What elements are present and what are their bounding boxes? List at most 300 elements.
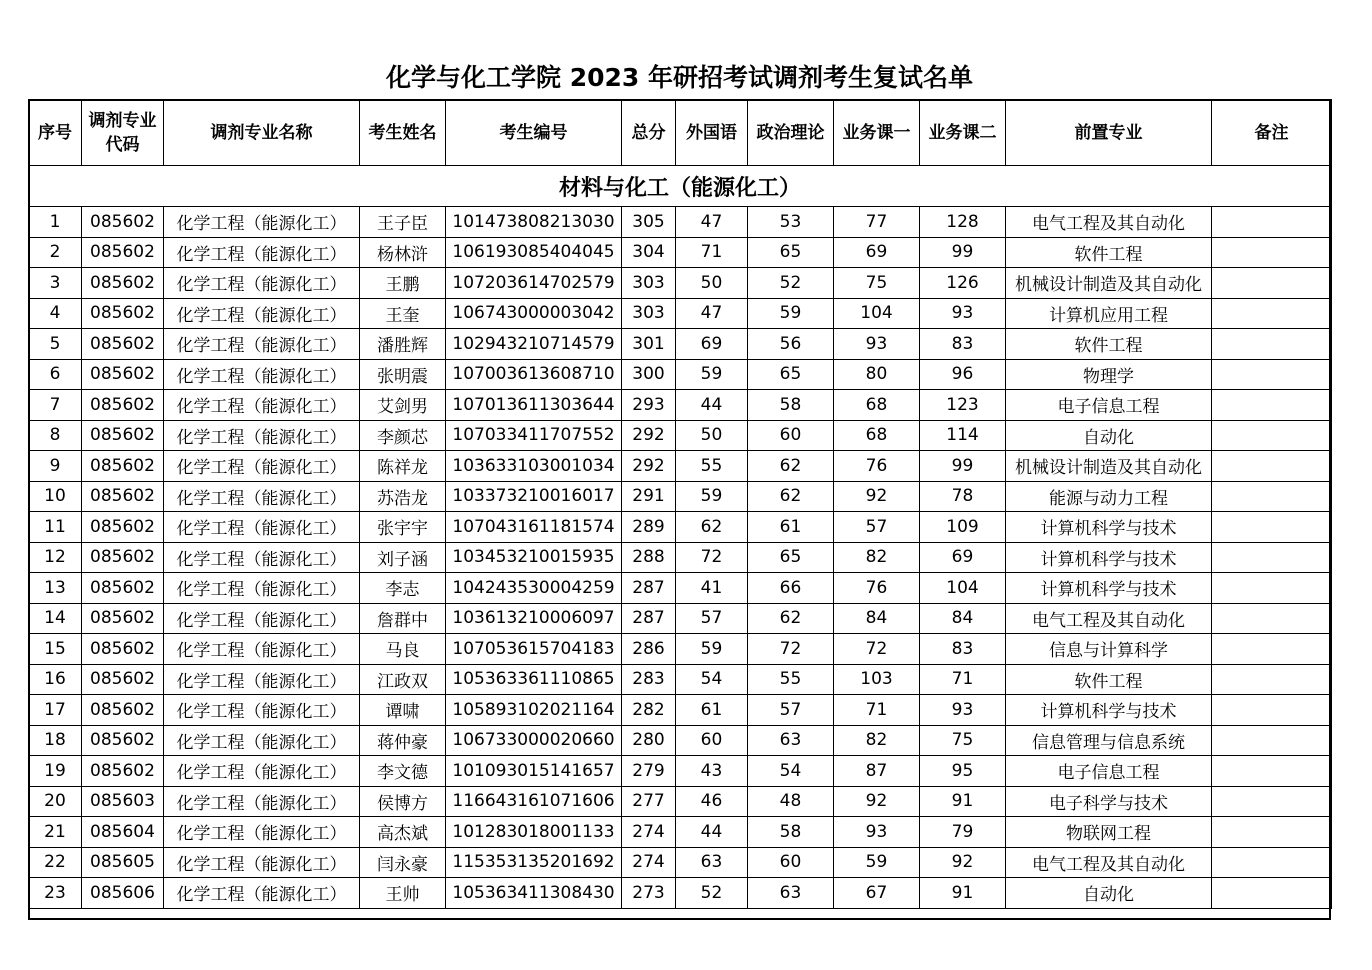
cell-politics: 54 — [748, 756, 834, 787]
cell-remarks — [1212, 512, 1332, 543]
cell-major-code: 085602 — [82, 481, 164, 512]
cell-student-id: 116643161071606 — [446, 786, 622, 817]
cell-course-one: 82 — [834, 542, 920, 573]
cell-total: 274 — [622, 847, 676, 878]
cell-prior-major: 电气工程及其自动化 — [1006, 847, 1212, 878]
cell-total: 274 — [622, 817, 676, 848]
cell-course-two: 99 — [920, 237, 1006, 268]
cell-student-id: 106193085404045 — [446, 237, 622, 268]
section-title: 材料与化工（能源化工） — [29, 166, 1332, 207]
cell-remarks — [1212, 847, 1332, 878]
cell-course-one: 84 — [834, 603, 920, 634]
cell-remarks — [1212, 207, 1332, 238]
cell-course-one: 57 — [834, 512, 920, 543]
cell-politics: 65 — [748, 542, 834, 573]
cell-politics: 52 — [748, 268, 834, 299]
header-remarks: 备注 — [1212, 100, 1332, 166]
cell-seq: 13 — [29, 573, 82, 604]
cell-major-name: 化学工程（能源化工） — [164, 237, 360, 268]
cell-seq: 6 — [29, 359, 82, 390]
cell-total: 293 — [622, 390, 676, 421]
table-row — [29, 847, 1332, 878]
cell-prior-major: 计算机科学与技术 — [1006, 573, 1212, 604]
cell-student-name: 王子臣 — [360, 207, 446, 238]
cell-course-one: 92 — [834, 786, 920, 817]
cell-foreign-language: 57 — [676, 603, 748, 634]
cell-course-one: 71 — [834, 695, 920, 726]
table-row — [29, 512, 1332, 543]
table-row — [29, 542, 1332, 573]
cell-major-code: 085602 — [82, 329, 164, 360]
cell-course-two: 83 — [920, 634, 1006, 665]
cell-major-code: 085602 — [82, 207, 164, 238]
cell-remarks — [1212, 298, 1332, 329]
cell-total: 287 — [622, 603, 676, 634]
cell-course-two: 93 — [920, 298, 1006, 329]
cell-major-name: 化学工程（能源化工） — [164, 420, 360, 451]
cell-prior-major: 软件工程 — [1006, 329, 1212, 360]
cell-prior-major: 计算机科学与技术 — [1006, 695, 1212, 726]
cell-major-code: 085602 — [82, 390, 164, 421]
cell-politics: 72 — [748, 634, 834, 665]
cell-foreign-language: 62 — [676, 512, 748, 543]
cell-course-one: 93 — [834, 329, 920, 360]
cell-remarks — [1212, 664, 1332, 695]
cell-politics: 62 — [748, 451, 834, 482]
header-course-one: 业务课一 — [834, 100, 920, 166]
cell-prior-major: 软件工程 — [1006, 664, 1212, 695]
cell-major-name: 化学工程（能源化工） — [164, 512, 360, 543]
cell-remarks — [1212, 359, 1332, 390]
cell-seq: 14 — [29, 603, 82, 634]
cell-student-id: 101093015141657 — [446, 756, 622, 787]
cell-major-name: 化学工程（能源化工） — [164, 817, 360, 848]
cell-major-name: 化学工程（能源化工） — [164, 725, 360, 756]
cell-seq: 5 — [29, 329, 82, 360]
cell-course-one: 68 — [834, 390, 920, 421]
cell-seq: 1 — [29, 207, 82, 238]
header-total: 总分 — [622, 100, 676, 166]
cell-major-name: 化学工程（能源化工） — [164, 207, 360, 238]
cell-politics: 59 — [748, 298, 834, 329]
cell-course-one: 69 — [834, 237, 920, 268]
table-row — [29, 268, 1332, 299]
cell-course-two: 84 — [920, 603, 1006, 634]
cell-total: 303 — [622, 268, 676, 299]
cell-prior-major: 自动化 — [1006, 878, 1212, 909]
cell-total: 280 — [622, 725, 676, 756]
cell-course-two: 99 — [920, 451, 1006, 482]
table-row — [29, 786, 1332, 817]
cell-major-code: 085602 — [82, 634, 164, 665]
cell-foreign-language: 59 — [676, 481, 748, 512]
cell-remarks — [1212, 451, 1332, 482]
cell-politics: 60 — [748, 420, 834, 451]
cell-prior-major: 能源与动力工程 — [1006, 481, 1212, 512]
cell-remarks — [1212, 268, 1332, 299]
cell-politics: 63 — [748, 725, 834, 756]
cell-student-id: 106743000003042 — [446, 298, 622, 329]
cell-prior-major: 电气工程及其自动化 — [1006, 207, 1212, 238]
cell-seq: 8 — [29, 420, 82, 451]
cell-remarks — [1212, 695, 1332, 726]
cell-major-name: 化学工程（能源化工） — [164, 573, 360, 604]
cell-major-name: 化学工程（能源化工） — [164, 786, 360, 817]
cell-student-name: 闫永豪 — [360, 847, 446, 878]
cell-remarks — [1212, 817, 1332, 848]
table-row — [29, 329, 1332, 360]
cell-course-one: 68 — [834, 420, 920, 451]
cell-total: 292 — [622, 451, 676, 482]
cell-course-one: 93 — [834, 817, 920, 848]
cell-foreign-language: 46 — [676, 786, 748, 817]
cell-remarks — [1212, 756, 1332, 787]
cell-seq: 10 — [29, 481, 82, 512]
cell-foreign-language: 59 — [676, 359, 748, 390]
cell-student-name: 苏浩龙 — [360, 481, 446, 512]
cell-prior-major: 计算机科学与技术 — [1006, 512, 1212, 543]
table-row — [29, 420, 1332, 451]
cell-student-id: 101283018001133 — [446, 817, 622, 848]
cell-seq: 3 — [29, 268, 82, 299]
cell-course-two: 96 — [920, 359, 1006, 390]
table-row — [29, 725, 1332, 756]
cell-foreign-language: 61 — [676, 695, 748, 726]
cell-major-code: 085602 — [82, 542, 164, 573]
cell-student-name: 蒋仲豪 — [360, 725, 446, 756]
cell-student-name: 李志 — [360, 573, 446, 604]
cell-course-two: 104 — [920, 573, 1006, 604]
table-row — [29, 390, 1332, 421]
document-title: 化学与化工学院 2023 年研招考试调剂考生复试名单 — [386, 63, 973, 92]
cell-remarks — [1212, 420, 1332, 451]
cell-total: 279 — [622, 756, 676, 787]
cell-student-name: 江政双 — [360, 664, 446, 695]
header-major-code: 调剂专业代码 — [82, 100, 164, 166]
cell-total: 286 — [622, 634, 676, 665]
cell-student-name: 王帅 — [360, 878, 446, 909]
cell-student-name: 艾剑男 — [360, 390, 446, 421]
cell-major-code: 085602 — [82, 237, 164, 268]
cell-remarks — [1212, 542, 1332, 573]
cell-foreign-language: 52 — [676, 878, 748, 909]
cell-course-two: 92 — [920, 847, 1006, 878]
cell-seq: 9 — [29, 451, 82, 482]
cell-foreign-language: 55 — [676, 451, 748, 482]
cell-foreign-language: 71 — [676, 237, 748, 268]
cell-major-code: 085602 — [82, 573, 164, 604]
cell-prior-major: 计算机应用工程 — [1006, 298, 1212, 329]
cell-politics: 58 — [748, 390, 834, 421]
cell-remarks — [1212, 481, 1332, 512]
table-row — [29, 451, 1332, 482]
cell-major-name: 化学工程（能源化工） — [164, 298, 360, 329]
cell-course-two: 69 — [920, 542, 1006, 573]
cell-student-name: 张宇宇 — [360, 512, 446, 543]
cell-politics: 63 — [748, 878, 834, 909]
cell-student-name: 王奎 — [360, 298, 446, 329]
cell-foreign-language: 44 — [676, 817, 748, 848]
table-row — [29, 817, 1332, 848]
cell-major-name: 化学工程（能源化工） — [164, 390, 360, 421]
cell-seq: 18 — [29, 725, 82, 756]
cell-major-code: 085602 — [82, 359, 164, 390]
cell-student-id: 107033411707552 — [446, 420, 622, 451]
cell-major-code: 085602 — [82, 695, 164, 726]
cell-prior-major: 信息与计算科学 — [1006, 634, 1212, 665]
cell-total: 277 — [622, 786, 676, 817]
cell-seq: 11 — [29, 512, 82, 543]
cell-foreign-language: 54 — [676, 664, 748, 695]
cell-course-one: 67 — [834, 878, 920, 909]
cell-prior-major: 电子科学与技术 — [1006, 786, 1212, 817]
cell-foreign-language: 69 — [676, 329, 748, 360]
cell-student-id: 103613210006097 — [446, 603, 622, 634]
table-row — [29, 634, 1332, 665]
cell-major-code: 085602 — [82, 603, 164, 634]
cell-foreign-language: 41 — [676, 573, 748, 604]
table-row — [29, 878, 1332, 909]
cell-prior-major: 电子信息工程 — [1006, 756, 1212, 787]
cell-total: 292 — [622, 420, 676, 451]
cell-foreign-language: 47 — [676, 207, 748, 238]
cell-politics: 60 — [748, 847, 834, 878]
cell-course-two: 75 — [920, 725, 1006, 756]
cell-prior-major: 自动化 — [1006, 420, 1212, 451]
cell-politics: 53 — [748, 207, 834, 238]
cell-student-id: 105363411308430 — [446, 878, 622, 909]
cell-prior-major: 物联网工程 — [1006, 817, 1212, 848]
cell-course-one: 76 — [834, 451, 920, 482]
cell-course-one: 103 — [834, 664, 920, 695]
cell-foreign-language: 59 — [676, 634, 748, 665]
cell-major-code: 085602 — [82, 298, 164, 329]
cell-total: 288 — [622, 542, 676, 573]
table-row — [29, 756, 1332, 787]
cell-student-name: 刘子涵 — [360, 542, 446, 573]
cell-politics: 65 — [748, 237, 834, 268]
cell-politics: 62 — [748, 481, 834, 512]
cell-student-id: 107053615704183 — [446, 634, 622, 665]
cell-major-name: 化学工程（能源化工） — [164, 847, 360, 878]
cell-total: 282 — [622, 695, 676, 726]
cell-major-name: 化学工程（能源化工） — [164, 664, 360, 695]
cell-major-name: 化学工程（能源化工） — [164, 359, 360, 390]
cell-student-id: 102943210714579 — [446, 329, 622, 360]
cell-total: 273 — [622, 878, 676, 909]
header-row — [29, 100, 1332, 166]
cell-remarks — [1212, 634, 1332, 665]
cell-major-code: 085602 — [82, 268, 164, 299]
cell-foreign-language: 72 — [676, 542, 748, 573]
cell-total: 301 — [622, 329, 676, 360]
cell-seq: 2 — [29, 237, 82, 268]
cell-student-name: 李文德 — [360, 756, 446, 787]
header-foreign-language: 外国语 — [676, 100, 748, 166]
table-row — [29, 664, 1332, 695]
cell-politics: 55 — [748, 664, 834, 695]
cell-remarks — [1212, 786, 1332, 817]
cell-student-name: 杨林浒 — [360, 237, 446, 268]
cell-course-two: 78 — [920, 481, 1006, 512]
cell-course-one: 77 — [834, 207, 920, 238]
table-row — [29, 481, 1332, 512]
table-row — [29, 237, 1332, 268]
cell-major-code: 085603 — [82, 786, 164, 817]
cell-total: 300 — [622, 359, 676, 390]
cell-prior-major: 电气工程及其自动化 — [1006, 603, 1212, 634]
cell-major-name: 化学工程（能源化工） — [164, 268, 360, 299]
cell-seq: 7 — [29, 390, 82, 421]
table-row — [29, 298, 1332, 329]
cell-total: 289 — [622, 512, 676, 543]
section-row — [29, 166, 1332, 207]
cell-student-name: 王鹏 — [360, 268, 446, 299]
cell-student-name: 詹群中 — [360, 603, 446, 634]
cell-student-name: 李颜芯 — [360, 420, 446, 451]
cell-major-code: 085604 — [82, 817, 164, 848]
cell-course-two: 83 — [920, 329, 1006, 360]
cell-prior-major: 计算机科学与技术 — [1006, 542, 1212, 573]
header-politics: 政治理论 — [748, 100, 834, 166]
cell-major-name: 化学工程（能源化工） — [164, 634, 360, 665]
table-row — [29, 573, 1332, 604]
cell-seq: 23 — [29, 878, 82, 909]
cell-foreign-language: 43 — [676, 756, 748, 787]
cell-student-id: 115353135201692 — [446, 847, 622, 878]
cell-course-two: 93 — [920, 695, 1006, 726]
cell-politics: 62 — [748, 603, 834, 634]
cell-course-one: 72 — [834, 634, 920, 665]
cell-student-name: 谭啸 — [360, 695, 446, 726]
cell-student-name: 潘胜辉 — [360, 329, 446, 360]
cell-student-id: 103633103001034 — [446, 451, 622, 482]
cell-student-name: 张明震 — [360, 359, 446, 390]
cell-prior-major: 电子信息工程 — [1006, 390, 1212, 421]
cell-major-code: 085605 — [82, 847, 164, 878]
cell-course-two: 91 — [920, 878, 1006, 909]
cell-total: 291 — [622, 481, 676, 512]
cell-seq: 15 — [29, 634, 82, 665]
cell-student-id: 101473808213030 — [446, 207, 622, 238]
cell-total: 304 — [622, 237, 676, 268]
cell-course-two: 79 — [920, 817, 1006, 848]
cell-major-name: 化学工程（能源化工） — [164, 481, 360, 512]
cell-foreign-language: 50 — [676, 268, 748, 299]
header-student-id: 考生编号 — [446, 100, 622, 166]
cell-total: 303 — [622, 298, 676, 329]
cell-remarks — [1212, 329, 1332, 360]
cell-course-two: 114 — [920, 420, 1006, 451]
cell-prior-major: 物理学 — [1006, 359, 1212, 390]
cell-politics: 57 — [748, 695, 834, 726]
table-row — [29, 359, 1332, 390]
cell-student-id: 104243530004259 — [446, 573, 622, 604]
cell-student-id: 105363361110865 — [446, 664, 622, 695]
cell-foreign-language: 47 — [676, 298, 748, 329]
header-student-name: 考生姓名 — [360, 100, 446, 166]
cell-course-one: 104 — [834, 298, 920, 329]
cell-foreign-language: 50 — [676, 420, 748, 451]
cell-course-one: 59 — [834, 847, 920, 878]
cell-total: 287 — [622, 573, 676, 604]
cell-foreign-language: 44 — [676, 390, 748, 421]
cell-prior-major: 机械设计制造及其自动化 — [1006, 451, 1212, 482]
header-course-two: 业务课二 — [920, 100, 1006, 166]
cell-course-two: 71 — [920, 664, 1006, 695]
cell-seq: 22 — [29, 847, 82, 878]
cell-major-code: 085606 — [82, 878, 164, 909]
cell-major-code: 085602 — [82, 420, 164, 451]
cell-major-code: 085602 — [82, 725, 164, 756]
cell-major-code: 085602 — [82, 451, 164, 482]
cell-politics: 66 — [748, 573, 834, 604]
cell-major-name: 化学工程（能源化工） — [164, 329, 360, 360]
cell-remarks — [1212, 603, 1332, 634]
cell-course-two: 91 — [920, 786, 1006, 817]
cell-major-name: 化学工程（能源化工） — [164, 878, 360, 909]
cell-student-id: 107203614702579 — [446, 268, 622, 299]
cell-seq: 19 — [29, 756, 82, 787]
cell-politics: 56 — [748, 329, 834, 360]
cell-total: 283 — [622, 664, 676, 695]
cell-politics: 65 — [748, 359, 834, 390]
cell-student-id: 107003613608710 — [446, 359, 622, 390]
applicant-table — [28, 99, 1332, 909]
header-seq: 序号 — [29, 100, 82, 166]
cell-foreign-language: 63 — [676, 847, 748, 878]
cell-total: 305 — [622, 207, 676, 238]
cell-course-one: 75 — [834, 268, 920, 299]
cell-major-code: 085602 — [82, 512, 164, 543]
cell-course-two: 95 — [920, 756, 1006, 787]
cell-seq: 20 — [29, 786, 82, 817]
cell-seq: 21 — [29, 817, 82, 848]
header-prior-major: 前置专业 — [1006, 100, 1212, 166]
cell-foreign-language: 60 — [676, 725, 748, 756]
cell-seq: 16 — [29, 664, 82, 695]
table-row — [29, 695, 1332, 726]
cell-student-name: 高杰斌 — [360, 817, 446, 848]
cell-politics: 58 — [748, 817, 834, 848]
cell-seq: 4 — [29, 298, 82, 329]
cell-major-code: 085602 — [82, 756, 164, 787]
cell-remarks — [1212, 237, 1332, 268]
cell-course-one: 92 — [834, 481, 920, 512]
cell-major-name: 化学工程（能源化工） — [164, 695, 360, 726]
cell-course-one: 76 — [834, 573, 920, 604]
cell-course-two: 109 — [920, 512, 1006, 543]
cell-seq: 12 — [29, 542, 82, 573]
header-major-name: 调剂专业名称 — [164, 100, 360, 166]
cell-student-name: 马良 — [360, 634, 446, 665]
cell-prior-major: 信息管理与信息系统 — [1006, 725, 1212, 756]
cell-course-two: 128 — [920, 207, 1006, 238]
cell-student-id: 107013611303644 — [446, 390, 622, 421]
cell-student-id: 106733000020660 — [446, 725, 622, 756]
cell-course-one: 82 — [834, 725, 920, 756]
cell-student-name: 侯博方 — [360, 786, 446, 817]
cell-major-name: 化学工程（能源化工） — [164, 542, 360, 573]
cell-prior-major: 软件工程 — [1006, 237, 1212, 268]
cell-major-name: 化学工程（能源化工） — [164, 756, 360, 787]
cell-student-id: 105893102021164 — [446, 695, 622, 726]
cell-remarks — [1212, 390, 1332, 421]
table-row — [29, 603, 1332, 634]
cell-course-one: 87 — [834, 756, 920, 787]
cell-major-name: 化学工程（能源化工） — [164, 603, 360, 634]
cell-remarks — [1212, 573, 1332, 604]
